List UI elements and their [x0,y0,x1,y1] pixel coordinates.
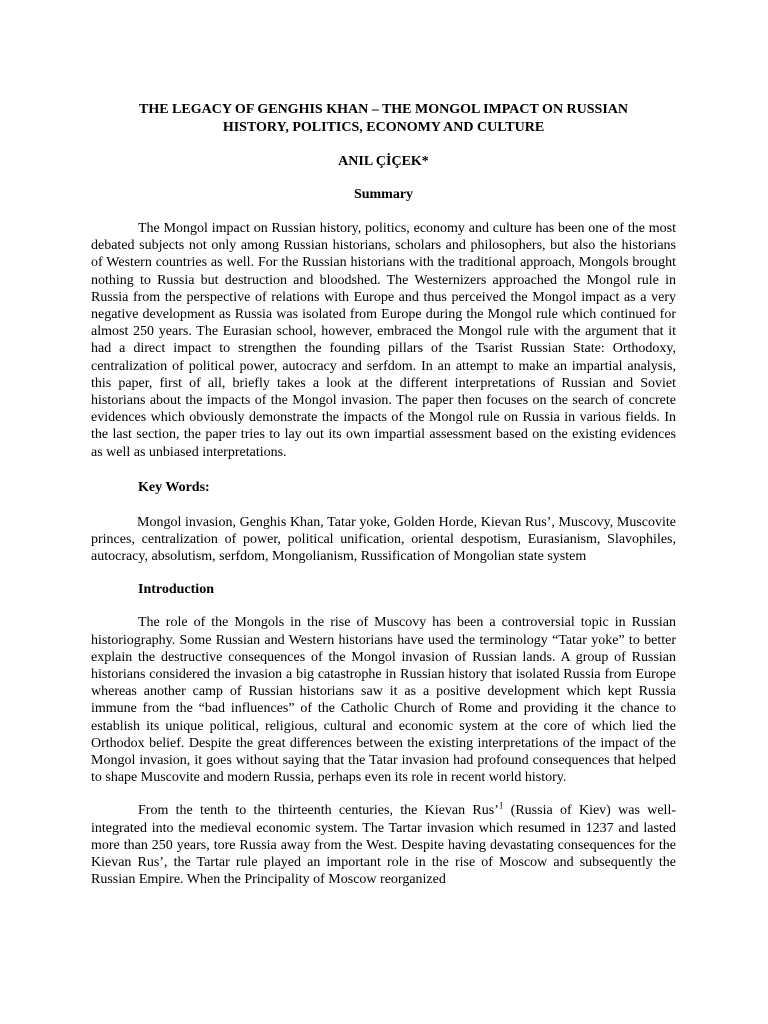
introduction-paragraph-2 [91,802,676,888]
introduction-paragraph-1: The role of the Mongols in the rise of Muscovy has been a controversial topic in Russian historiography. Some Russian and Western historians have used the terminology “Tatar yoke” to better explain the destructive consequences of the Mongol invasion of Russian lands. A group of Russian historians considered the invasion a big catastrophe in Russian history that isolated Russia from Europe whereas another camp of Russian historians saw it as a positive development which kept Russia immune from the “bad influences” of the Catholic Church of Rome and providing it the chance to establish its unique political, religious, cultural and economic system at the core of which lied the Orthodox belief. Despite the great differences between the existing interpretations of the impact of the Mongol invasion, it goes without saying that the Tatar invasion had profound consequences that helped to shape Muscovite and modern Russia, perhaps even its role in recent world history. [91,615,676,786]
author-name: ANIL ÇİÇEK* [338,154,429,169]
footnote-reference[interactable]: 1 [498,800,504,811]
keywords-paragraph: Mongol invasion, Genghis Khan, Tatar yoke, Golden Horde, Kievan Rus’, Muscovy, Muscovite princes, centralization of power, political unification, oriental despotism, Eurasianism, Slavophiles, autocracy, absolutism, serfdom, Mongolianism, Russification of Mongolian state system [91,514,676,565]
article-title-line-2: HISTORY, POLITICS, ECONOMY AND CULTURE [222,120,545,135]
introduction-paragraph-2-text-start: From the tenth to the thirteenth centuries, the Kievan Rus’ [138,803,499,819]
article-title-line-1: THE LEGACY OF GENGHIS KHAN – THE MONGOL IMPACT ON RUSSIAN [138,102,629,117]
keywords-heading: Key Words: [138,479,210,495]
summary-paragraph: The Mongol impact on Russian history, politics, economy and culture has been one of the most debated subjects not only among Russian historians, scholars and philosophers, but also the historians of Western countries as well. For the Russian historians with the traditional approach, Mongols brought nothing to Russia but destruction and bloodshed. The Westernizers approached the Mongol rule in Russia from the perspective of relations with Europe and thus perceived the Mongol impact as a very negative development as Russia was isolated from Europe during the Mongol rule which continued for almost 250 years. The Eurasian school, however, embraced the Mongol rule with the argument that it had a direct impact to strengthen the founding pillars of the Tsarist Russian State: Orthodoxy, centralization of political power, autocracy and serfdom. In an attempt to make an impartial analysis, this paper, first of all, briefly takes a look at the different interpretations of Russian and Soviet historians about the impacts of the Mongol invasion. The paper then focuses on the search of concrete evidences which obviously demonstrate the impacts of the Mongol rule on Russia in various fields. In the last section, the paper tries to lay out its own impartial assessment based on the existing evidences as well as unbiased interpretations. [91,221,676,460]
introduction-paragraph-2-text-end: (Russia of Kiev) was well-integrated into the medieval economic system. The Tartar invasion which resumed in 1237 and lasted more than 250 years, tore Russia away from the West. Despite having devastating consequences for the Kievan Rus’, the Tartar rule played an important role in the rise of Moscow and subsequently the Russian Empire. When the Principality of Moscow reorganized [91,803,676,888]
article-title [91,101,676,137]
summary-heading: Summary [353,187,414,202]
introduction-heading: Introduction [138,582,214,598]
document-page [91,101,676,889]
